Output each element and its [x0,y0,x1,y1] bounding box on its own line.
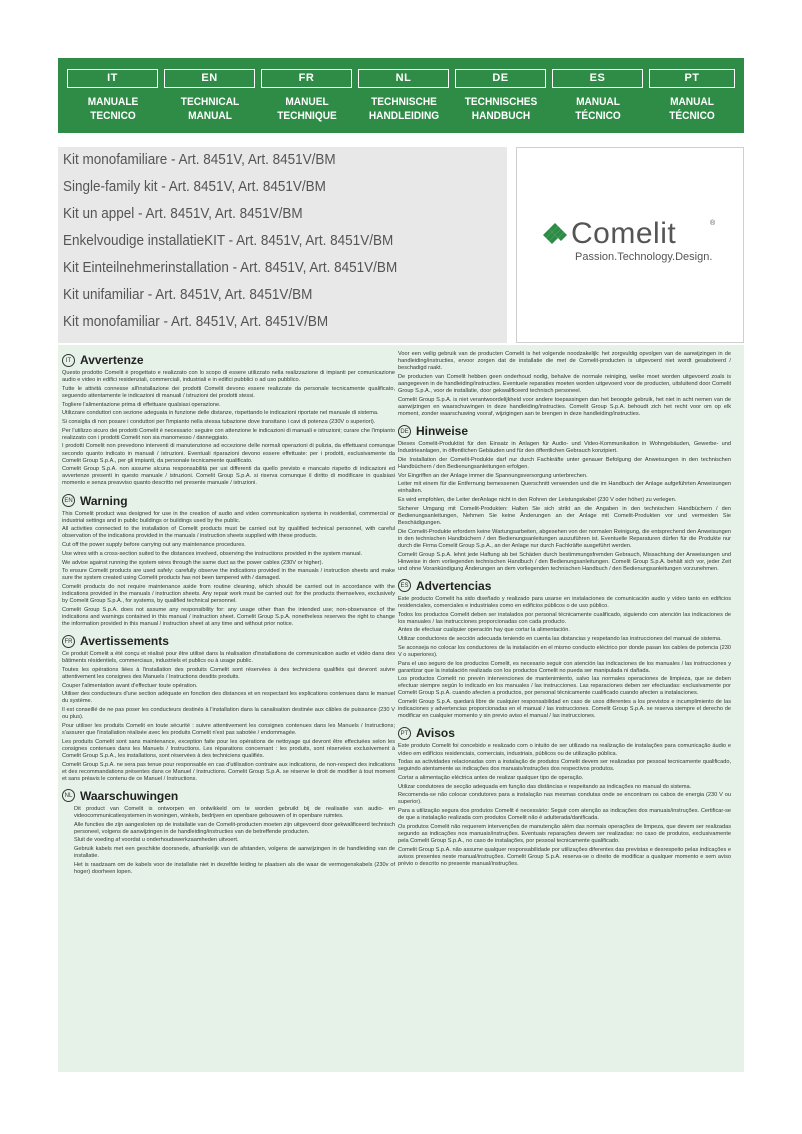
section-paragraph: Gebruik kabels met een geschikte doorsnede, afhankelijk van de afstanden, volgens de aanwijzingen in de handleiding van de installatie. [74,846,395,860]
manual-label-line: TÉCNICO [575,110,621,122]
section-paragraph: Utilizar condutores de secção adequada em função das distâncias e respeitando as indicações no manual do sistema. [398,783,692,790]
section-paragraph: De producten van Comelit hebben geen onderhoud nodig, behalve de normale reiniging, welke moet worden uitgevoerd zoals is aangegeven in de handleiding/instructies. Eventuele reparaties moeten worden uitgevoerd voor de producten, uitsluitend door Comelit Group S.p.A., voor de installatie, door gekwalificeerd technisch personeel. [398,373,731,395]
manual-label-line: HANDLEIDING [368,110,440,122]
warning-section [398,351,731,418]
section-heading: Advertencias [416,578,492,593]
manual-label-line: TÉCNICO [669,110,715,122]
manual-label-line: TECNICO [90,110,136,122]
section-paragraph: Todas as actividades relacionadas com a instalação de produtos Comelit devem ser realizadas por pessoal tecnicamente qualificado, seguindo atentamente as indicações dos manuais/instruções dos respectivos produtos. [398,759,731,773]
registered-mark: ® [710,220,716,227]
title-fr: Kit un appel - Art. 8451V, Art. 8451V/BM [63,205,303,222]
title-pt: Kit monofamiliar - Art. 8451V, Art. 8451V/BM [63,313,329,330]
section-paragraph: Cortar a alimentação eléctrica antes de realizar qualquer tipo de operação. [398,775,584,781]
section-paragraph: Si consiglia di non posare i conduttori per l'impianto nella stessa tubazione dove transitano i cavi di potenza (230V o superiori). [62,418,376,425]
manual-label-line: HANDBUCH [471,110,531,122]
section-paragraph: Comelit Group S.p.A. non assume alcuna responsabilità per usi differenti da quello previsto e mancato rispetto di indicazioni ed avvertenze presenti in questo manuale / istruzioni. Comelit Group S.p.A. si riserva comunque il diritto di modificare in qualsiasi momento e senza preavviso quanto descritto nel presente manuale / istruzioni. [62,466,395,487]
language-badge-icon: NL [62,789,75,802]
section-paragraph: Alle functies die zijn aangesloten op de installatie van de Comelit-producten moeten zijn uitgevoerd door gekwalificeerd technisch personeel, volgens de aanwijzingen in de handleiding/instructies van de betreffende producten. [74,821,395,835]
language-badge-icon: ES [398,579,411,592]
section-paragraph: Ce produit Comelit a été conçu et réalisé pour être utilisé dans la réalisation d'installations de communication audio et vidéo dans des bâtiments résidentiels, commerciaux, industriels et publics ou à usage public. [62,651,395,665]
section-paragraph: Couper l'alimentation avant d'effectuer toute opération. [62,682,198,689]
section-paragraph: Utiliser des conducteurs d'une section adéquate en fonction des distances et en respectant les explications contenues dans le manuel du système. [62,691,395,705]
manual-label-fr [263,95,351,123]
section-paragraph: Se aconseja no colocar los conductores de la instalación en el mismo conducto eléctrico por donde pasan los cables de potencia (230 V o superiores). [398,644,731,658]
warning-section [398,424,731,573]
section-paragraph: Per l'utilizzo sicuro dei prodotti Comelit è necessario: seguire con attenzione le indicazioni di manuali e istruzioni; curare che l'impianto realizzato con i prodotti Comelit non sia manomesso / danneggiato. [62,427,395,441]
warning-section [398,726,731,868]
section-paragraph: Comelit Group S.p.A. ne sera pas tenue pour responsable en cas d'utilisation contraire aux indications, de non-respect des indications et des recommandations présentes dans ce Manuel / Instructions. Comelit Group S.p.A. se réserve le droit de modifier à tout moment et sans préavis le contenu de ce Manuel / Instructions. [62,761,395,782]
warning-section [398,579,731,721]
section-paragraph: Dit product van Comelit is ontworpen en ontwikkeld om te worden gebruikt bij de realisatie van audio- en videocommunicatiesystemen in woningen, winkels, bedrijven en openbare gebouwen of in openbare ruimtes. [74,805,395,819]
section-paragraph: Sluit de voeding af voordat u onderhoudswerkzaamheden uitvoert. [74,837,239,844]
section-heading: Avertissements [80,634,169,649]
title-it: Kit monofamiliare - Art. 8451V, Art. 8451V/BM [63,151,336,168]
section-paragraph: Comelit Group S.p.A. lehnt jede Haftung ab bei Schäden durch bestimmungsfremden Gebrauch, Missachtung der Anweisungen und Hinweise in dem vorliegenden technischen Handbuch / den Bedienungsanleitungen. Comelit Group S.p.A. behält sich vor, jeder Zeit und ohne Vorankündigung Änderungen an dem vorliegenden technischen Handbuch / den Bedienungsanleitungen vorzunehmen. [398,551,731,572]
section-paragraph: Recomenda-se não colocar condutores para a instalação nas mesmas condutas onde se encontram os cabos de energia (230 V ou superior). [398,792,731,806]
section-paragraph: To ensure Comelit products are used safely: carefully observe the indications provided in the manuals / instruction sheets and make sure the system created using Comelit products has not been tampered with / damaged. [62,568,395,582]
manual-label-line: MANUAL [576,96,620,108]
warning-section [62,494,395,629]
manual-label-en [166,95,254,123]
manual-label-line: MANUAL [670,96,714,108]
section-paragraph: Los productos Comelit no prevén intervenciones de mantenimiento, salvo las normales operaciones de limpieza, que se deben efectuar siempre según lo indicado en los manuales / las instrucciones. Las reparaciones deben ser efectuadas: exclusivamente por Comelit Group S.p.A. cuando afecten a productos, por personal técnicamente cualificado cuando afecten a instalaciones. [398,676,731,697]
language-badge-icon: PT [398,727,411,740]
section-paragraph: Utilizar conductores de sección adecuada teniendo en cuenta las distancias y respetando las instrucciones del manual de sistema. [398,636,722,643]
section-header [62,634,395,648]
section-paragraph: Es wird empfohlen, die Leiter derAnlage nicht in den Rohren der Leistungskabel (230 V oder höher) zu verlegen. [398,497,677,504]
section-heading: Avvertenze [80,353,144,367]
manual-label-line: MANUALE [87,96,139,108]
manual-label-pt [648,95,736,123]
lang-code-it: IT [67,69,158,88]
section-paragraph: Use wires with a cross-section suited to the distances involved, observing the instructions provided in the system manual. [62,550,363,557]
section-paragraph: Leiter mit einem für die Entfernung bemessenen Querschnitt verwenden und die im Handbuch der Anlage aufgeführten Anweisungen einhalten. [398,481,731,495]
section-paragraph: Vor Eingriffen an der Anlage immer die Spannungsversorgung unterbrechen. [398,472,588,479]
section-paragraph: Les produits Comelit sont sans maintenance, exception faite pour les opérations de nettoyage qui devront être effectuées selon les consignes contenues dans les Manuels / Instructions. Les réparations concernant : les produits, sont réservées exclusivement à Comelit Group S.p.A., les installations, sont réservées à des techniciens qualifiés. [62,738,395,759]
section-paragraph: Os produtos Comelit não requerem intervenções de manutenção além das normais operações de limpeza, que devem ser realizadas segundo as indicações nos manuais/instruções. Eventuais reparações devem ser realizadas: no caso de produtos, exclusivamente pela Comelit Group S.p.A., no caso de instalações, por pessoal tecnicamente qualificado. [398,823,731,845]
product-titles [58,147,507,343]
brand-tagline: Passion.Technology.Design. [575,251,713,263]
section-paragraph: Voor een veilig gebruik van de producten Comelit is het volgende noodzakelijk: het zorgvuldig opvolgen van de aanwijzingen in de handleiding/instructies, ervoor zorgen dat de installatie die met de Comelit-producten is uitgevoerd niet wordt gesaboteerd / beschadigd raakt. [398,351,731,372]
section-paragraph: Die Installation der Comelit-Produkte darf nur durch Fachkräfte unter genauer Befolgung der Anweisungen in den technischen Handbüchern / den Bedienungsanleitungen erfolgen. [398,456,731,470]
warnings-panel [58,345,744,1072]
section-paragraph: This Comelit product was designed for use in the creation of audio and video communication systems in residential, commercial or industrial settings and in public buildings or buildings used by the public. [62,510,395,524]
section-paragraph: Il est conseillé de ne pas poser les conducteurs destinés à l'installation dans la canalisation destinée aux câbles de puissance (230 V ou plus). [62,707,395,721]
section-paragraph: Comelit Group S.p.A. does not assume any responsibility for: any usage other than the intended use; non-observance of the indications and warnings contained in this manual / instruction sheet. Comelit Group S.p.A. nonetheless reserves the right to change the information provided in this manual / instruction sheet at any time and without prior notice. [62,606,395,628]
lang-code-de: DE [455,69,546,88]
manual-label-line: TECHNIQUE [277,110,337,122]
section-paragraph: Utilizzare conduttori con sezione adeguata in funzione delle distanze, rispettando le indicazioni riportate nel manuale di sistema. [62,410,379,417]
warning-section [62,353,395,488]
brand-wordmark: Comelit [571,217,677,250]
lang-code-pt: PT [649,69,735,88]
section-paragraph: All activities connected to the installation of Comelit products must be carried out by qualified technical personnel, with careful observation of the indications provided in the manuals / instruction sheets supplied with these products. [62,526,395,540]
section-paragraph: Antes de efectuar cualquier operación hay que cortar la alimentación. [398,627,570,634]
section-paragraph: Togliere l'alimentazione prima di effettuare qualsiasi operazione. [62,401,221,408]
section-paragraph: Tutte le attività connesse all'installazione dei prodotti Comelit devono essere realizzate da personale tecnicamente qualificato, seguendo attentamente le indicazioni di manuali / istruzioni dei prodotti stessi. [62,385,395,399]
section-header [398,579,731,593]
section-paragraph: Este producto Comelit ha sido diseñado y realizado para usarse en instalaciones de comunicación audio y vídeo tanto en edificios residenciales, comerciales e industriales como en edificios públicos o de uso público. [398,595,731,609]
section-paragraph: Para a utilização segura dos produtos Comelit é necessário: Seguir com atenção as indicações dos manuais/instruções. Certificar-se de que a instalação realizada com produtos Comelit não é adulterada/danificada. [398,808,731,822]
section-paragraph: Cut off the power supply before carrying out any maintenance procedures. [62,542,246,549]
language-badge-icon: DE [398,425,411,438]
section-paragraph: Comelit Group S.p.A. is niet verantwoordelijkheid voor andere toepassingen dan het beoogde gebruik, het niet in acht nemen van de aanwijzingen en waarschuwingen in deze handleiding/instructies. Comelit Group S.p.A. behoudt zich het recht voor om op elk moment, zonder waarschuwing vooraf, wijzigingen aan te brengen in deze handleiding/instructies. [398,396,731,417]
section-heading: Waarschuwingen [80,788,179,803]
manual-label-nl [360,95,448,123]
section-paragraph: Sicherer Umgang mit Comelit-Produkten: Halten Sie sich strikt an die Angaben in den technischen Handbüchern / den Bedienungsanleitungen, Nehmen Sie keine Änderungen an der Anlage mit Comelit-Produkten vor und vermeiden Sie Beschädigungen. [398,505,731,526]
manual-label-de [457,95,545,123]
section-paragraph: Todos los productos Comelit deben ser instalados por personal técnicamente cualificado, siguiendo con atención las indicaciones de los manuales / las instrucciones proporcionadas con cada producto. [398,611,731,625]
section-heading: Avisos [416,726,455,741]
manual-label-line: TECHNISCHE [371,96,437,108]
language-badge-icon: FR [62,635,75,648]
warnings-column-left [62,353,395,882]
lang-code-en: EN [164,69,255,88]
section-paragraph: Comelit Group S.p.A. quedará libre de cualquier responsabilidad en caso de usos diferentes a los previstos e incumplimiento de las indicaciones y advertencias proporcionadas en el manual / las instrucciones. Comelit Group S.p.A. se reserva siempre el derecho de modificar en cualquier momento y sin previo aviso el manual / las instrucciones. [398,699,731,720]
manual-label-line: MANUAL [188,110,232,122]
section-paragraph: Toutes les opérations liées à l'installation des produits Comelit sont réservées à des techniciens qualifiés qui devront suivre attentivement les consignes des Manuels / Instructions desdits produits. [62,666,395,680]
section-heading: Hinweise [416,424,469,439]
warnings-column-right [398,351,731,874]
section-heading: Warning [80,493,128,508]
section-header [398,726,731,740]
section-paragraph: Questo prodotto Comelit è progettato e realizzato con lo scopo di essere utilizzato nella realizzazione di impianti per comunicazione audio e video in edifici residenziali, commerciali, industriali e in edifici pubblici o ad uso pubblico. [62,370,395,384]
lang-code-fr: FR [261,69,352,88]
warning-section [62,789,395,876]
section-paragraph: Die Comelit-Produkte erfordern keine Wartungsarbeiten, abgesehen von der normalen Reinigung, die entsprechend den Anweisungen in den technischen Handbüchern / den Bedienungsanleitungen auszuführen ist. Eventuelle Reparaturen dürfen für die Produkte nur durch die Firma Comelit Group S.p.A., an der Anlage nur durch Fachkräfte ausgeführt werden. [398,528,731,549]
lang-code-nl: NL [358,69,449,88]
brand-logo-box [516,147,744,343]
section-header [62,353,395,367]
section-header [62,789,395,803]
section-paragraph: Comelit products do not require maintenance aside from routine cleaning, which should be carried out in accordance with the indications provided in the manuals / instruction sheets. Any repair work must be carried out: for the products themselves, exclusively by Comelit Group S.p.A., for systems, by qualified technical personnel. [62,583,395,605]
section-paragraph: Este produto Comelit foi concebido e realizado com o intuito de ser utilizado na realização de instalações para comunicação áudio e vídeo em edifícios residenciais, comerciais, industriais, públicos ou de utilização pública. [398,743,731,757]
warning-section [62,634,395,783]
section-paragraph: Comelit Group S.p.A. não assume qualquer responsabilidade por utilizações diferentes das previstas e desrespeito pelas indicações e avisos presentes neste manual/instruções. Comelit Group S.p.A. reserva-se o direito de modificar a qualquer momento e sem aviso prévio o descrito no presente manual/instruções. [398,846,731,867]
manual-label-line: MANUEL [285,96,329,108]
title-es: Kit unifamiliar - Art. 8451V, Art. 8451V/BM [63,286,313,303]
section-paragraph: Pour utiliser les produits Comelit en toute sécurité : suivre attentivement les consignes contenues dans les Manuels / Instructions; s'assurer que l'installation réalisée avec les produits Comelit n'est pas sabotée / endommagée. [62,722,395,737]
lang-code-es: ES [552,69,643,88]
title-en: Single-family kit - Art. 8451V, Art. 8451V/BM [63,178,326,195]
section-paragraph: Het is raadzaam om de kabels voor de installatie niet in dezelfde leiding te plaatsen als die waar de vermogenskabels (230v of hoger) doorheen lopen. [74,861,395,875]
section-paragraph: I prodotti Comelit non prevedono interventi di manutenzione ad eccezione delle normali operazioni di pulizia, da effettuarsi comunque secondo quanto indicato in manuali / istruzioni. Eventuali riparazioni devono essere effettuate: per i prodotti, esclusivamente da Comelit Group S.p.A., per gli impianti, da personale tecnicamente qualificato. [62,443,395,464]
section-paragraph: Para el uso seguro de los productos Comelit, es necesario seguir con atención las indicaciones de los manuales / las instrucciones y garantizar que la instalación realizada con los productos Comelit no pueda ser manipulada ni dañada. [398,660,731,674]
language-header-band [58,58,744,133]
manual-label-es [554,95,642,123]
manual-label-line: TECHNICAL [180,96,240,108]
section-header [398,424,731,438]
comelit-mark-icon [541,223,569,247]
manual-label-it [69,95,157,123]
title-nl: Enkelvoudige installatieKIT - Art. 8451V, Art. 8451V/BM [63,232,394,249]
title-de: Kit Einteilnehmerinstallation - Art. 8451V, Art. 8451V/BM [63,259,398,276]
language-badge-icon: EN [62,494,75,507]
section-paragraph: Dieses Comelit-Produktist für den Einsatz in Anlagen für Audio- und Video-Kommunikation in Wohngebäuden, Gewerbe- und Industrieanlagen, in öffentlichen Gebäuden und für den öffentlichen Gebrauch konzipiert. [398,441,731,455]
manual-label-line: TECHNISCHES [464,96,538,108]
section-paragraph: We advise against running the system wires through the same duct as the power cables (230V or higher). [62,559,324,566]
language-badge-icon: IT [62,354,75,367]
section-header [62,494,395,508]
